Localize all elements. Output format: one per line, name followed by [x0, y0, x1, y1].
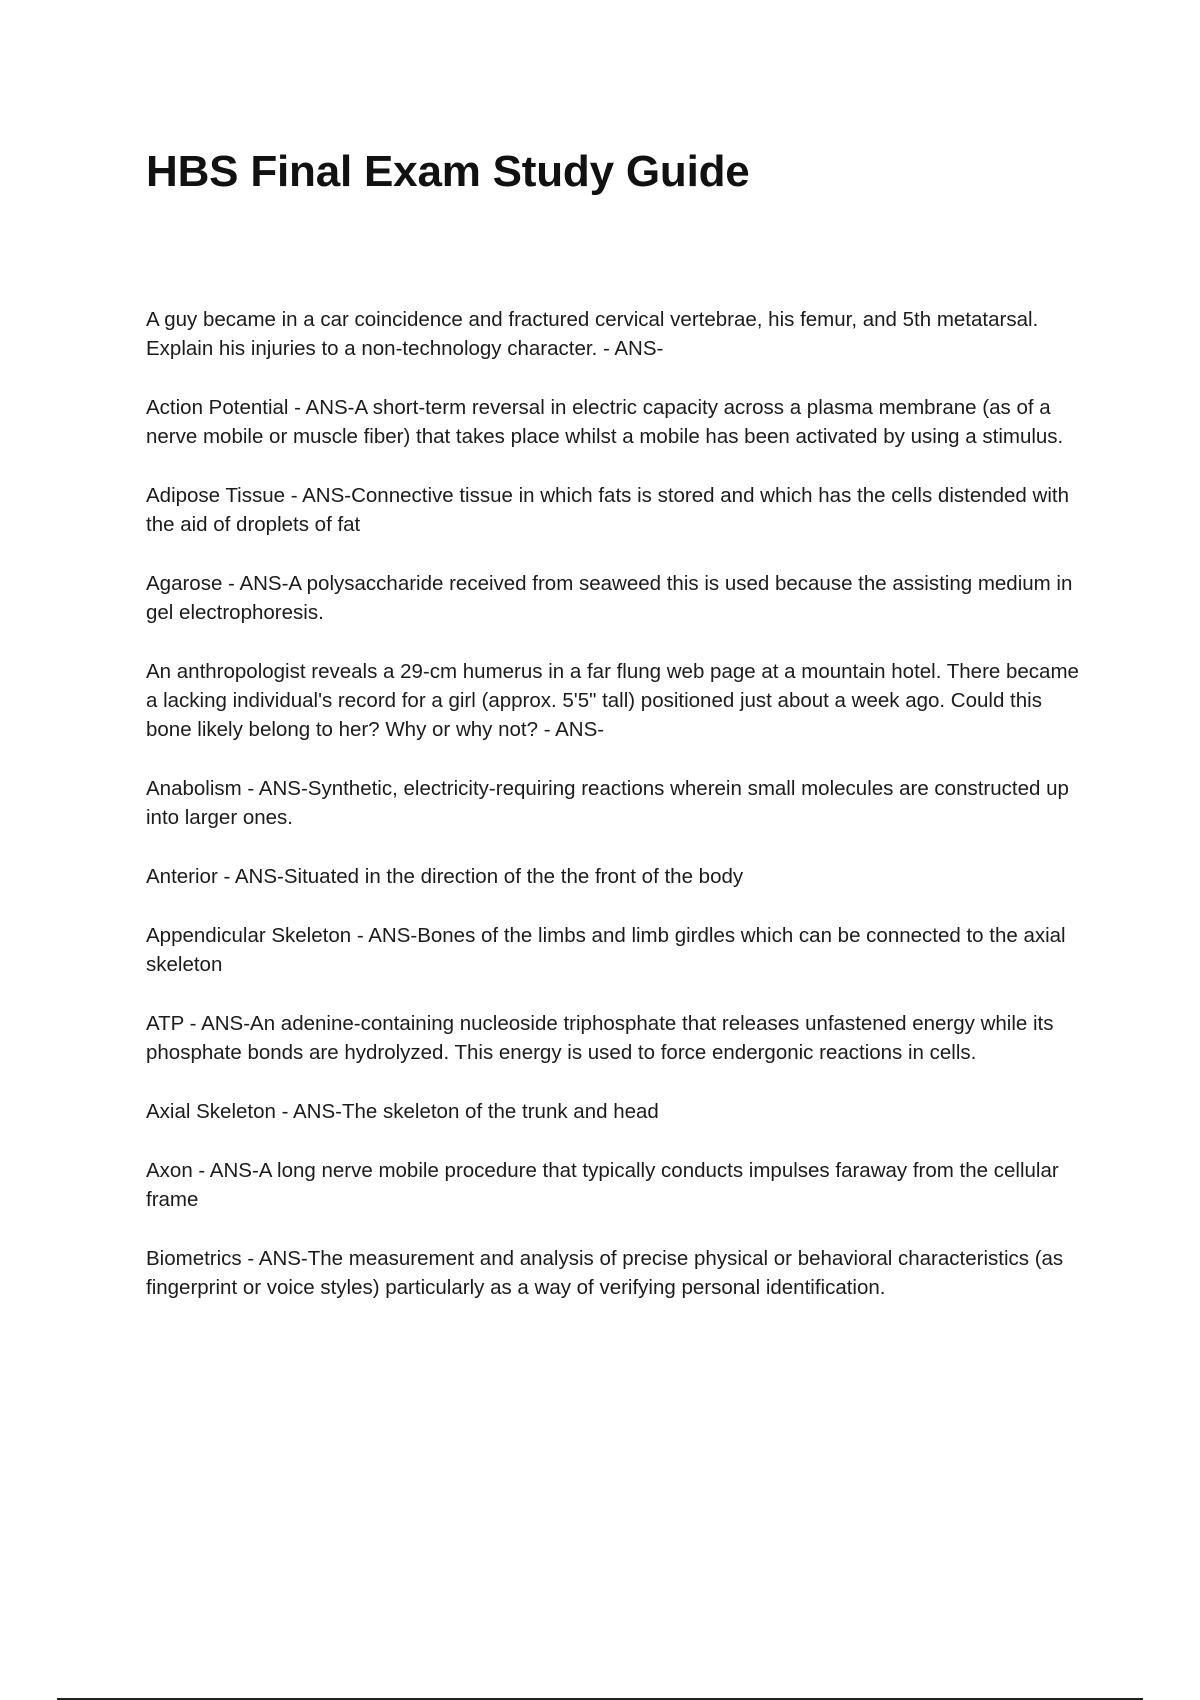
study-entry: Biometrics - ANS-The measurement and analysis of precise physical or behavioral characteristics (as fingerprint or voice styles) particularly as a way of verifying personal identification. [146, 1247, 1064, 1299]
study-entry: Adipose Tissue - ANS-Connective tissue in which fats is stored and which has the cells distended with the aid of droplets of fat [146, 484, 1069, 536]
study-entry: Anterior - ANS-Situated in the direction of the the front of the body [146, 865, 744, 888]
study-entry: ATP - ANS-An adenine-containing nucleoside triphosphate that releases unfastened energy while its phosphate bonds are hydrolyzed. This energy is used to force endergonic reactions in cells. [146, 1012, 1054, 1064]
study-entry: Anabolism - ANS-Synthetic, electricity-requiring reactions wherein small molecules are constructed up into larger ones. [146, 777, 1069, 829]
study-entry: Axon - ANS-A long nerve mobile procedure that typically conducts impulses faraway from the cellular frame [146, 1159, 1059, 1211]
study-entry: Action Potential - ANS-A short-term reversal in electric capacity across a plasma membrane (as of a nerve mobile or muscle fiber) that takes place whilst a mobile has been activated by using a stimulus. [146, 396, 1064, 448]
study-entry: Agarose - ANS-A polysaccharide received from seaweed this is used because the assisting medium in gel electrophoresis. [146, 572, 1073, 624]
study-entry: Axial Skeleton - ANS-The skeleton of the trunk and head [146, 1100, 659, 1123]
study-entry: Appendicular Skeleton - ANS-Bones of the limbs and limb girdles which can be connected to the axial skeleton [146, 924, 1066, 976]
study-entries [146, 305, 1090, 1332]
page-title: HBS Final Exam Study Guide [146, 147, 750, 196]
study-entry: An anthropologist reveals a 29-cm humerus in a far flung web page at a mountain hotel. There became a lacking individual's record for a girl (approx. 5'5" tall) positioned just about a week ago. Could this bone likely belong to her? Why or why not? - ANS- [146, 660, 1079, 741]
study-entry: A guy became in a car coincidence and fractured cervical vertebrae, his femur, and 5th metatarsal. Explain his injuries to a non-technology character. - ANS- [146, 308, 1039, 360]
